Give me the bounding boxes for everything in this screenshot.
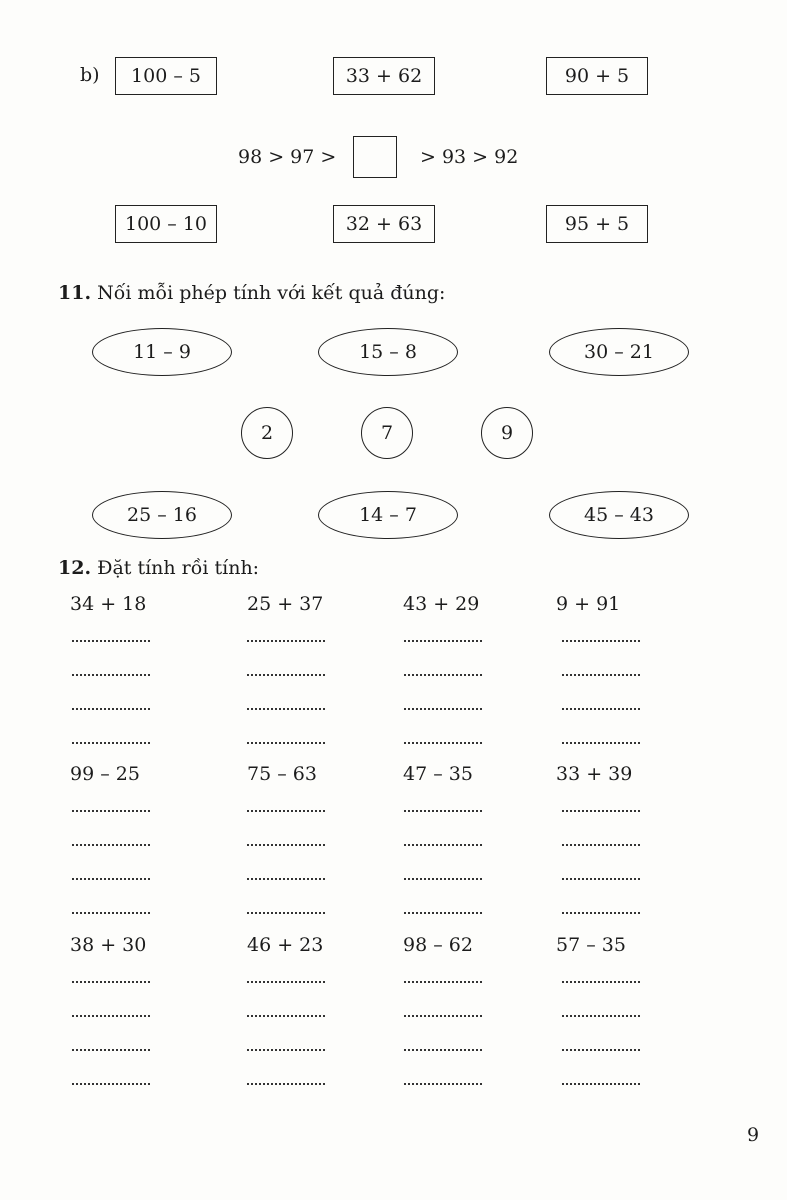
answer-dotted-line[interactable] bbox=[247, 1049, 325, 1051]
answer-dotted-line[interactable] bbox=[72, 981, 150, 983]
calculation-item: 47 – 35 bbox=[403, 763, 473, 785]
answer-dotted-line[interactable] bbox=[562, 708, 640, 710]
result-circle[interactable]: 9 bbox=[481, 407, 533, 459]
calculation-item: 34 + 18 bbox=[70, 593, 147, 615]
calculation-item: 33 + 39 bbox=[556, 763, 633, 785]
calculation-item: 99 – 25 bbox=[70, 763, 140, 785]
exercise-title: Đặt tính rồi tính: bbox=[97, 557, 260, 579]
answer-dotted-line[interactable] bbox=[404, 1049, 482, 1051]
comparison-right: > 93 > 92 bbox=[420, 146, 519, 168]
answer-dotted-line[interactable] bbox=[404, 844, 482, 846]
answer-dotted-line[interactable] bbox=[404, 981, 482, 983]
answer-dotted-line[interactable] bbox=[562, 1049, 640, 1051]
calculation-item: 57 – 35 bbox=[556, 934, 626, 956]
answer-dotted-line[interactable] bbox=[247, 708, 325, 710]
expression-oval[interactable]: 45 – 43 bbox=[549, 491, 689, 539]
expression-box: 100 – 5 bbox=[115, 57, 217, 95]
answer-dotted-line[interactable] bbox=[562, 742, 640, 744]
answer-blank-box[interactable] bbox=[353, 136, 397, 178]
exercise-number: 12. bbox=[58, 557, 92, 579]
answer-dotted-line[interactable] bbox=[404, 1083, 482, 1085]
answer-dotted-line[interactable] bbox=[562, 640, 640, 642]
answer-dotted-line[interactable] bbox=[72, 810, 150, 812]
answer-dotted-line[interactable] bbox=[72, 844, 150, 846]
expression-oval[interactable]: 14 – 7 bbox=[318, 491, 458, 539]
result-circle[interactable]: 2 bbox=[241, 407, 293, 459]
answer-dotted-line[interactable] bbox=[247, 674, 325, 676]
page-number: 9 bbox=[747, 1124, 760, 1146]
answer-dotted-line[interactable] bbox=[247, 810, 325, 812]
answer-dotted-line[interactable] bbox=[72, 674, 150, 676]
answer-dotted-line[interactable] bbox=[404, 742, 482, 744]
answer-dotted-line[interactable] bbox=[247, 1015, 325, 1017]
expression-oval[interactable]: 11 – 9 bbox=[92, 328, 232, 376]
expression-box: 32 + 63 bbox=[333, 205, 435, 243]
answer-dotted-line[interactable] bbox=[247, 1083, 325, 1085]
answer-dotted-line[interactable] bbox=[404, 708, 482, 710]
answer-dotted-line[interactable] bbox=[247, 742, 325, 744]
answer-dotted-line[interactable] bbox=[72, 708, 150, 710]
answer-dotted-line[interactable] bbox=[247, 981, 325, 983]
answer-dotted-line[interactable] bbox=[404, 1015, 482, 1017]
answer-dotted-line[interactable] bbox=[562, 810, 640, 812]
calculation-item: 75 – 63 bbox=[247, 763, 317, 785]
answer-dotted-line[interactable] bbox=[72, 1049, 150, 1051]
expression-box: 90 + 5 bbox=[546, 57, 648, 95]
answer-dotted-line[interactable] bbox=[562, 844, 640, 846]
exercise-11-heading bbox=[58, 282, 445, 304]
calculation-item: 43 + 29 bbox=[403, 593, 480, 615]
part-b-label: b) bbox=[80, 64, 100, 86]
answer-dotted-line[interactable] bbox=[72, 1015, 150, 1017]
result-circle[interactable]: 7 bbox=[361, 407, 413, 459]
answer-dotted-line[interactable] bbox=[562, 1015, 640, 1017]
calculation-item: 38 + 30 bbox=[70, 934, 147, 956]
answer-dotted-line[interactable] bbox=[72, 912, 150, 914]
answer-dotted-line[interactable] bbox=[72, 878, 150, 880]
exercise-12-heading bbox=[58, 557, 259, 579]
calculation-item: 9 + 91 bbox=[556, 593, 621, 615]
answer-dotted-line[interactable] bbox=[72, 742, 150, 744]
expression-oval[interactable]: 15 – 8 bbox=[318, 328, 458, 376]
expression-box: 95 + 5 bbox=[546, 205, 648, 243]
expression-box: 100 – 10 bbox=[115, 205, 217, 243]
calculation-item: 98 – 62 bbox=[403, 934, 473, 956]
answer-dotted-line[interactable] bbox=[562, 674, 640, 676]
expression-oval[interactable]: 30 – 21 bbox=[549, 328, 689, 376]
answer-dotted-line[interactable] bbox=[562, 912, 640, 914]
answer-dotted-line[interactable] bbox=[404, 878, 482, 880]
exercise-number: 11. bbox=[58, 282, 92, 304]
answer-dotted-line[interactable] bbox=[247, 844, 325, 846]
answer-dotted-line[interactable] bbox=[562, 878, 640, 880]
answer-dotted-line[interactable] bbox=[562, 981, 640, 983]
calculation-item: 46 + 23 bbox=[247, 934, 324, 956]
expression-oval[interactable]: 25 – 16 bbox=[92, 491, 232, 539]
answer-dotted-line[interactable] bbox=[404, 640, 482, 642]
exercise-title: Nối mỗi phép tính với kết quả đúng: bbox=[97, 282, 446, 304]
answer-dotted-line[interactable] bbox=[247, 640, 325, 642]
answer-dotted-line[interactable] bbox=[404, 674, 482, 676]
calculation-item: 25 + 37 bbox=[247, 593, 324, 615]
answer-dotted-line[interactable] bbox=[72, 640, 150, 642]
answer-dotted-line[interactable] bbox=[404, 810, 482, 812]
answer-dotted-line[interactable] bbox=[404, 912, 482, 914]
answer-dotted-line[interactable] bbox=[247, 878, 325, 880]
comparison-left: 98 > 97 > bbox=[238, 146, 337, 168]
expression-box: 33 + 62 bbox=[333, 57, 435, 95]
answer-dotted-line[interactable] bbox=[247, 912, 325, 914]
answer-dotted-line[interactable] bbox=[562, 1083, 640, 1085]
answer-dotted-line[interactable] bbox=[72, 1083, 150, 1085]
